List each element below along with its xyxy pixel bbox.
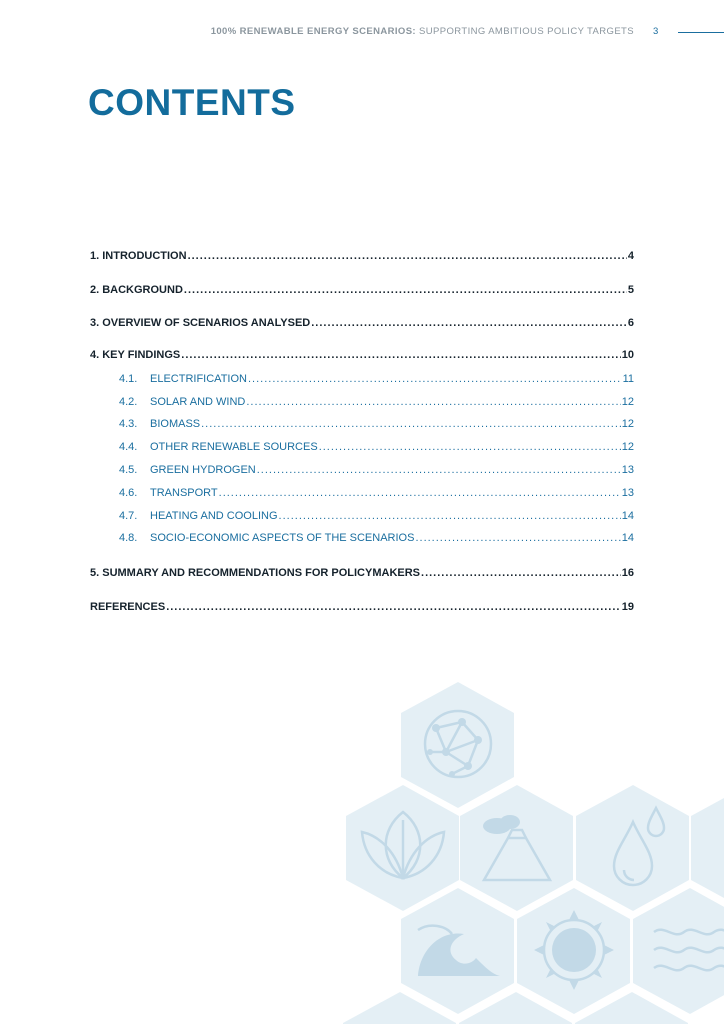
toc-page: 10 [621,349,634,361]
toc-label: 5. SUMMARY AND RECOMMENDATIONS FOR POLICYMAKERS [90,567,421,579]
toc-page: 13 [621,487,634,499]
hexagon-tile [401,682,514,808]
toc-sub-number: 4.2. [119,396,138,408]
toc-page: 11 [622,373,634,385]
toc-page: 12 [621,441,634,453]
toc-sub-number: 4.7. [119,510,138,522]
toc-page: 12 [621,418,634,430]
toc-sub-label: OTHER RENEWABLE SOURCES [150,441,318,453]
toc-sub-label: GREEN HYDROGEN [150,464,256,476]
toc-sub-label: HEATING AND COOLING [150,510,278,522]
toc-sub-number: 4.8. [119,532,138,544]
toc-page: 12 [621,396,634,408]
toc-sub-label: ELECTRIFICATION [150,373,247,385]
toc-label: 1. INTRODUCTION [90,250,187,262]
toc-page: 14 [621,532,634,544]
page-title: CONTENTS [88,82,296,123]
toc-page: 16 [621,567,634,579]
toc-sub-label: SOCIO-ECONOMIC ASPECTS OF THE SCENARIOS [150,532,415,544]
toc-page: 13 [621,464,634,476]
toc-page: 14 [621,510,634,522]
header-title: 100% RENEWABLE ENERGY SCENARIOS: SUPPORTING AMBITIOUS POLICY TARGETS [210,26,634,37]
toc-sub-number: 4.4. [119,441,138,453]
toc-page: 5 [627,284,634,296]
toc-sub-number: 4.6. [119,487,138,499]
toc-label: REFERENCES [90,601,166,613]
toc-page: 4 [627,250,634,262]
toc-label: 2. BACKGROUND [90,284,183,296]
toc-sub-label: BIOMASS [150,418,201,430]
toc-sub-number: 4.1. [119,373,138,385]
toc-label: 4. KEY FINDINGS [90,349,181,361]
toc-sub-number: 4.3. [119,418,138,430]
hexagon-tile [460,785,573,911]
toc-page: 6 [627,317,634,329]
toc-page: 19 [621,601,634,613]
hexagon-tile [401,888,514,1014]
toc-sub-label: SOLAR AND WIND [150,396,246,408]
hexagon-tile [576,785,689,911]
toc-sub-number: 4.5. [119,464,138,476]
toc-sub-label: TRANSPORT [150,487,218,499]
page-number: 3 [653,26,659,37]
toc-label: 3. OVERVIEW OF SCENARIOS ANALYSED [90,317,311,329]
